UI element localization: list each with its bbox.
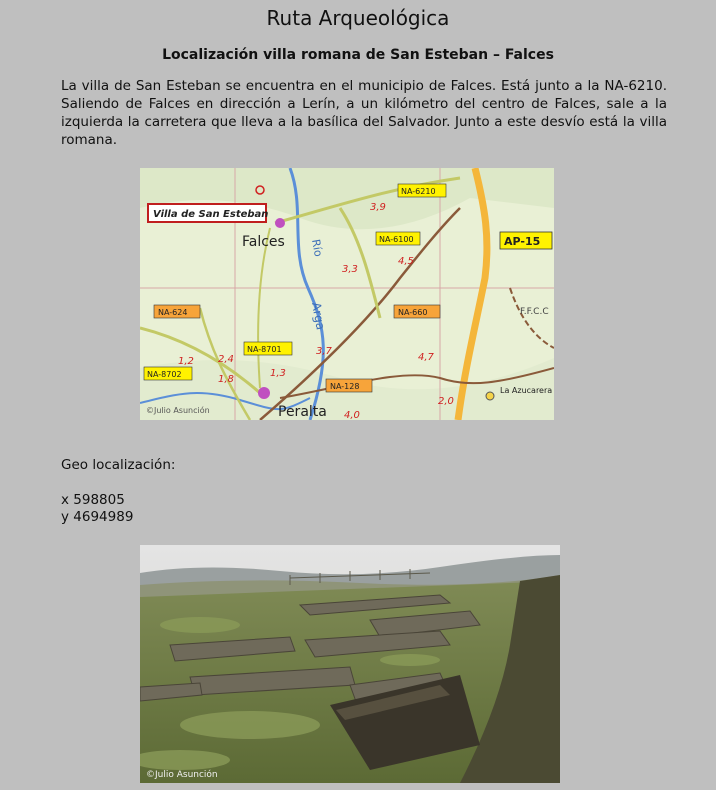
map-road-ap15: AP-15 <box>504 235 541 248</box>
map-road-na8701: NA-8701 <box>247 345 282 354</box>
intro-paragraph: La villa de San Esteban se encuentra en el municipio de Falces. Está junto a la NA-6210. Saliendo de Falces en dirección a Lerín, a un kilómetro del centro de Falces, sale a la izquierda la carretera que lleva a la basílica del Salvador. Junto a este desvío está la villa romana. <box>61 78 667 148</box>
map-distance: 3,7 <box>316 346 332 357</box>
map-distance: 4,7 <box>418 352 434 363</box>
map-road-na660: NA-660 <box>398 308 428 317</box>
map-distance: 1,2 <box>178 356 194 367</box>
map-distance: 1,8 <box>218 374 234 385</box>
map-distance: 3,3 <box>342 264 358 275</box>
location-map <box>140 168 554 420</box>
map-town-azucarera: La Azucarera <box>500 386 553 395</box>
page-title: Ruta Arqueológica <box>266 6 450 30</box>
geo-label: Geo localización: <box>61 457 176 473</box>
map-distance: 1,3 <box>270 368 286 379</box>
photo-drawing <box>140 545 560 783</box>
map-distance: 2,4 <box>218 354 234 365</box>
map-town-peralta: Peralta <box>278 404 327 420</box>
site-photo <box>140 545 560 783</box>
geo-coordinate-y: y 4694989 <box>61 509 134 525</box>
map-road-na6210: NA-6210 <box>401 187 436 196</box>
map-river-arga: Arga <box>309 301 328 332</box>
page-subtitle: Localización villa romana de San Esteban – Falces <box>162 47 554 63</box>
map-drawing <box>140 168 554 420</box>
map-site-label: Villa de San Esteban <box>153 209 269 220</box>
map-road-na624: NA-624 <box>158 308 188 317</box>
map-distance: 4,0 <box>344 410 360 420</box>
map-road-na8702: NA-8702 <box>147 370 182 379</box>
map-distance: 2,0 <box>438 396 454 407</box>
map-distance: 4,5 <box>398 256 414 267</box>
map-road-na6100: NA-6100 <box>379 235 414 244</box>
map-distance: 3,9 <box>370 202 386 213</box>
map-credit: ©Julio Asunción <box>146 406 210 415</box>
map-river-rio: Río <box>309 238 325 258</box>
photo-credit: ©Julio Asunción <box>146 770 218 780</box>
geo-coordinate-x: x 598805 <box>61 492 125 508</box>
map-town-falces: Falces <box>242 234 285 250</box>
map-road-na128: NA-128 <box>330 382 360 391</box>
map-rail-ffcc: F.F.C.C <box>520 307 549 317</box>
